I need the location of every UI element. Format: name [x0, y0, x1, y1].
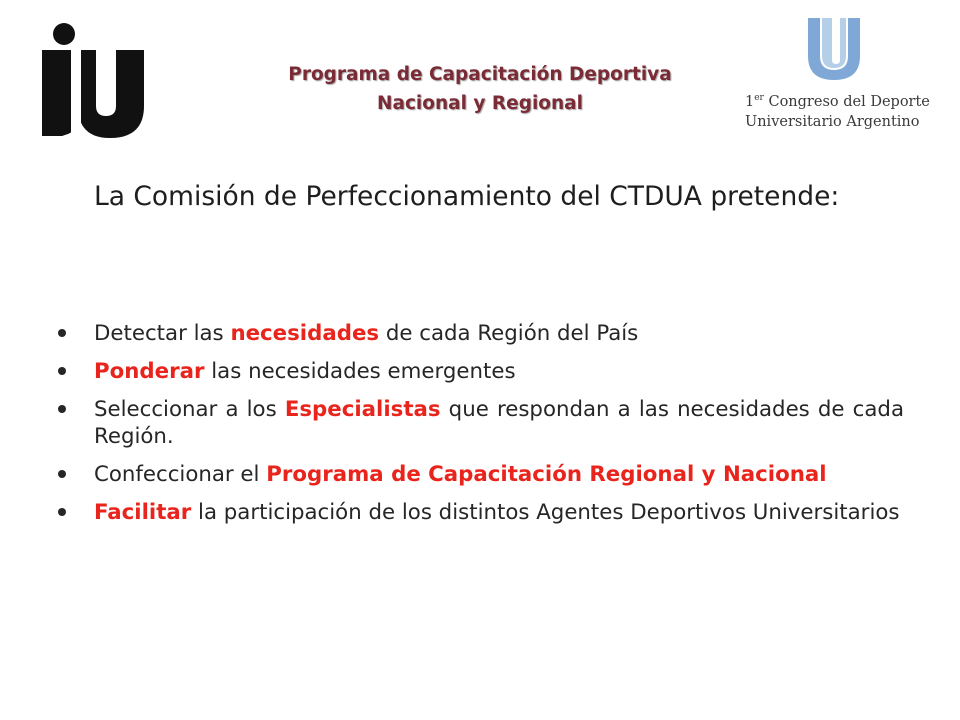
bullet-highlight-text: necesidades [230, 321, 380, 346]
congress-logo [745, 16, 935, 136]
bullet-text: Seleccionar a los [94, 397, 285, 422]
bullet-item [58, 461, 904, 488]
bullet-text: Confeccionar el [94, 462, 267, 487]
congress-logo-line1: 1er Congreso del Deporte [745, 93, 930, 110]
bullet-list [58, 320, 904, 537]
bullet-highlight-text: Ponderar [94, 359, 205, 384]
bullet-text: que respondan a las necesidades de cada Región. [94, 397, 904, 449]
bullet-text: la participación de los distintos Agentes Deportivos Universitarios [191, 500, 900, 525]
header-title-line2: Nacional y Regional [376, 93, 583, 114]
bullet-item [58, 320, 904, 347]
bullet-text: las necesidades emergentes [204, 359, 516, 384]
header-title-line1: Programa de Capacitación Deportiva [288, 64, 672, 85]
bullet-dot-icon [58, 508, 66, 516]
bullet-item [58, 358, 904, 385]
iu-logo-icon [40, 22, 146, 140]
bullet-dot-icon [58, 329, 66, 337]
intro-text: La Comisión de Perfeccionamiento del CTDUA pretende: [94, 181, 840, 212]
bullet-dot-icon [58, 470, 66, 478]
bullet-dot-icon [58, 367, 66, 375]
header-title [250, 60, 710, 118]
u-congress-logo-icon [802, 16, 866, 82]
congress-logo-text [745, 88, 935, 132]
bullet-text: de cada Región del País [379, 321, 639, 346]
bullet-item [58, 499, 904, 526]
bullet-highlight-text: Especialistas [284, 397, 441, 422]
bullet-text: Detectar las [94, 321, 231, 346]
bullet-highlight-text: Programa de Capacitación Regional y Nacional [266, 462, 827, 487]
bullet-dot-icon [58, 405, 66, 413]
bullet-item [58, 396, 904, 450]
congress-logo-line2: Universitario Argentino [745, 114, 920, 130]
bullet-highlight-text: Facilitar [94, 500, 192, 525]
